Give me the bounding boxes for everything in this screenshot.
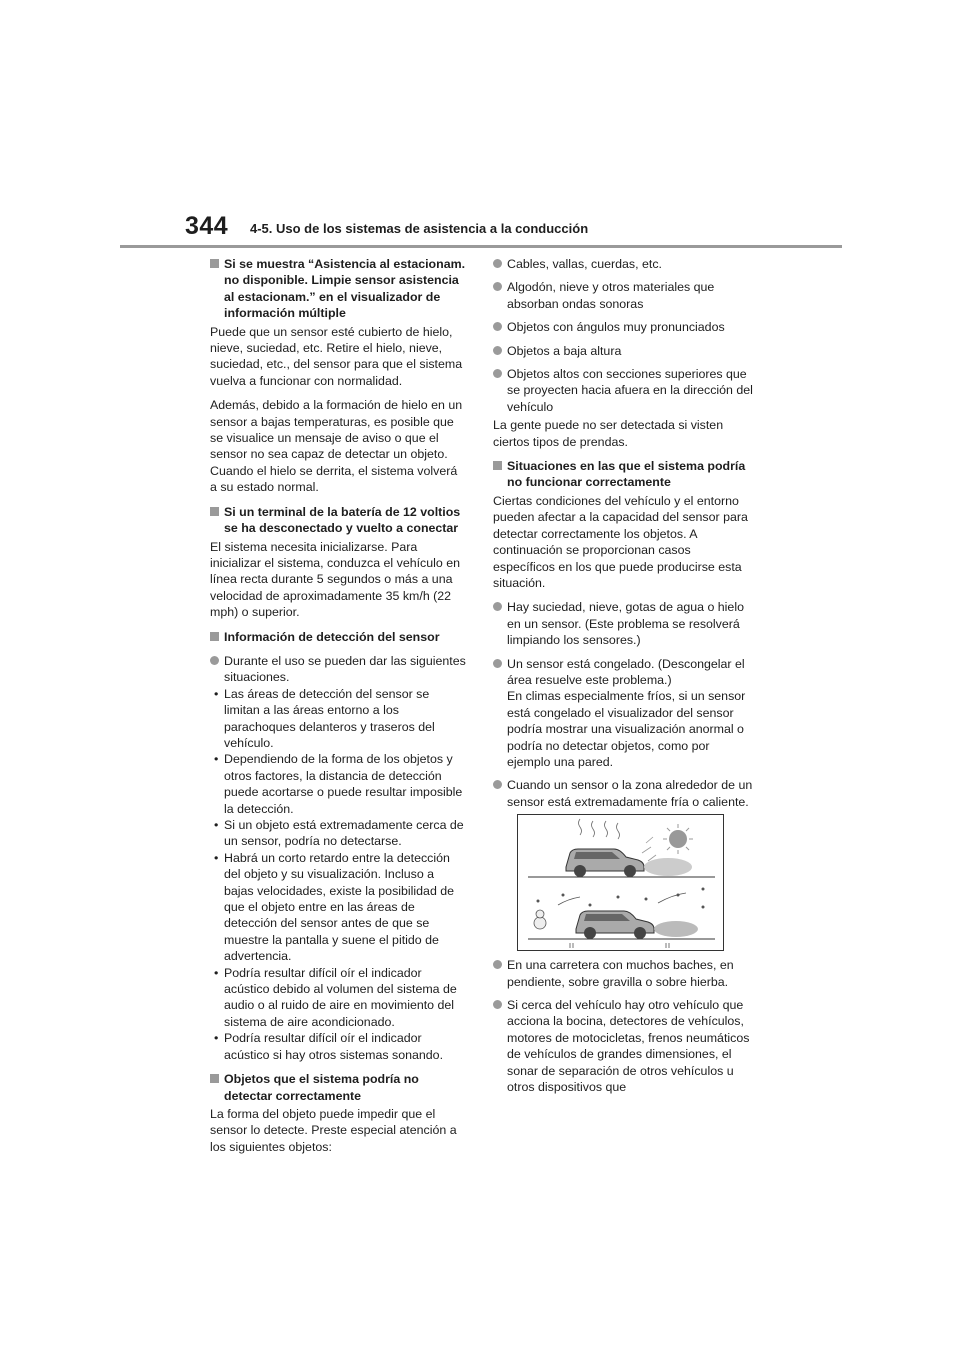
bullet-point-icon: •	[214, 752, 219, 767]
square-marker-icon	[210, 507, 219, 516]
bullet-dot-icon	[493, 659, 502, 668]
section-heading-detection-info: Información de detección del sensor	[210, 629, 466, 645]
square-marker-icon	[210, 259, 219, 268]
list-item: Durante el uso se pueden dar las siguientes situaciones.	[210, 653, 466, 686]
paragraph: El sistema necesita inicializarse. Para inicializar el sistema, conduzca el vehículo en línea recta durante 5 segundos o más a una velocidad de aproximadamente 35 km/h (22 mph) o superior.	[210, 539, 461, 620]
sub-list-item: • Habrá un corto retardo entre la detección del objeto y su visualización. Incluso a bajas velocidades, existe la posibilidad de que el objeto entre en las áreas de detección del sensor antes de que se muestre la pantalla y suene el pitido de advertencia.	[214, 850, 455, 964]
sensor-wave-icon	[644, 858, 692, 876]
square-marker-icon	[210, 1074, 219, 1083]
car-icon	[576, 911, 654, 939]
bullet-dot-icon	[210, 656, 219, 665]
list-item: Algodón, nieve y otros materiales que absorban ondas sonoras	[493, 279, 753, 312]
bullet-dot-icon	[493, 780, 502, 789]
section-heading-situations: Situaciones en las que el sistema podría no funcionar correctamente	[493, 458, 753, 491]
right-column	[493, 256, 753, 1102]
bullet-dot-icon	[493, 322, 502, 331]
list-item: Cuando un sensor o la zona alrededor de un sensor está extremadamente fría o caliente.	[493, 777, 753, 810]
header-rule	[120, 245, 842, 248]
bullet-dot-icon	[493, 1000, 502, 1009]
chapter-title: 4-5. Uso de los sistemas de asistencia a la conducción	[250, 221, 589, 236]
square-marker-icon	[210, 632, 219, 641]
list-item: Objetos altos con secciones superiores que se proyecten hacia afuera en la dirección del vehículo	[493, 366, 753, 415]
bullet-dot-icon	[493, 602, 502, 611]
bullet-point-icon: •	[214, 1031, 219, 1046]
page-header	[0, 0, 960, 250]
paragraph: Ciertas condiciones del vehículo y el entorno pueden afectar a la capacidad del sensor para detectar correctamente los objetos. A continuación se proporcionan casos específicos en los que puede producirse esta situación.	[493, 493, 748, 590]
bullet-point-icon: •	[214, 818, 219, 832]
car-icon	[566, 849, 644, 877]
snowman-icon	[534, 910, 546, 929]
bullet-dot-icon	[493, 282, 502, 291]
bullet-point-icon: •	[214, 850, 219, 865]
sun-icon	[669, 830, 687, 848]
list-item: Un sensor está congelado. (Descongelar el área resuelve este problema.) En climas especialmente fríos, si un sensor está congelado el visualizador del sensor podría mostrar una visualización anormal o podría no detectar objetos, como por ejemplo una pared.	[493, 656, 753, 771]
bullet-dot-icon	[493, 960, 502, 969]
bullet-dot-icon	[493, 369, 502, 378]
bullet-point-icon: •	[214, 965, 219, 980]
bullet-point-icon: •	[214, 686, 219, 701]
paragraph: Además, debido a la formación de hielo en un sensor a bajas temperaturas, es posible que se visualice un mensaje de aviso o que el sensor no sea capaz de detectar un objeto. Cuando el hielo se derrita, el sistema volverá a su estado normal.	[210, 398, 463, 495]
sub-list-item: • Dependiendo de la forma de los objetos y otros factores, la distancia de detección puede acortarse o puede resultar imposible la detección.	[214, 752, 463, 816]
sub-list-item: • Las áreas de detección del sensor se limitan a las áreas entorno a los parachoques delanteros y traseros del vehículo.	[214, 686, 435, 750]
list-item: Objetos a baja altura	[493, 343, 753, 359]
list-item: Hay suciedad, nieve, gotas de agua o hielo en un sensor. (Este problema se resolverá limpiando los sensores.)	[493, 599, 753, 648]
illustration-temperature-sensor	[517, 814, 724, 951]
sub-list-item: • Podría resultar difícil oír el indicador acústico si hay otros sistemas sonando.	[214, 1031, 444, 1062]
square-marker-icon	[493, 461, 502, 470]
page-number: 344	[185, 212, 229, 240]
list-item: Cables, vallas, cuerdas, etc.	[493, 256, 753, 272]
left-column	[210, 256, 466, 1163]
list-item: Si cerca del vehículo hay otro vehículo que acciona la bocina, detectores de vehículos, motores de motocicletas, frenos neumáticos de vehículos de grandes dimensiones, el sonar de separación de otros vehículos u otros dispositivos que	[493, 997, 753, 1095]
paragraph: La forma del objeto puede impedir que el sensor lo detecte. Preste especial atención a los siguientes objetos:	[210, 1106, 457, 1154]
sub-list-item: • Podría resultar difícil oír el indicador acústico debido al volumen del sistema de audio o al ruido de aire en movimiento del sistema de aire acondicionado.	[214, 965, 457, 1029]
list-item: En una carretera con muchos baches, en pendiente, sobre gravilla o sobre hierba.	[493, 957, 753, 990]
bullet-dot-icon	[493, 259, 502, 268]
paragraph: Puede que un sensor esté cubierto de hielo, nieve, suciedad, etc. Retire el hielo, nieve, suciedad, etc., del sensor para que el sistema vuelva a funcionar con normalidad.	[210, 324, 463, 388]
section-heading-battery: Si un terminal de la batería de 12 voltios se ha desconectado y vuelto a conectar	[210, 504, 466, 537]
sub-list-item: • Si un objeto está extremadamente cerca de un sensor, podría no detectarse.	[214, 818, 464, 849]
sensor-wave-icon	[654, 921, 698, 937]
section-heading-undetectable-objects: Objetos que el sistema podría no detectar correctamente	[210, 1071, 466, 1104]
section-heading-sensor-message: Si se muestra “Asistencia al estacionam. no disponible. Limpie sensor asistencia al estacionam.” en el visualizador de información múltiple	[210, 256, 466, 322]
paragraph: La gente puede no ser detectada si visten ciertos tipos de prendas.	[493, 418, 724, 449]
bullet-dot-icon	[493, 346, 502, 355]
car-hot-cold-illustration	[518, 815, 723, 950]
list-item: Objetos con ángulos muy pronunciados	[493, 319, 753, 335]
